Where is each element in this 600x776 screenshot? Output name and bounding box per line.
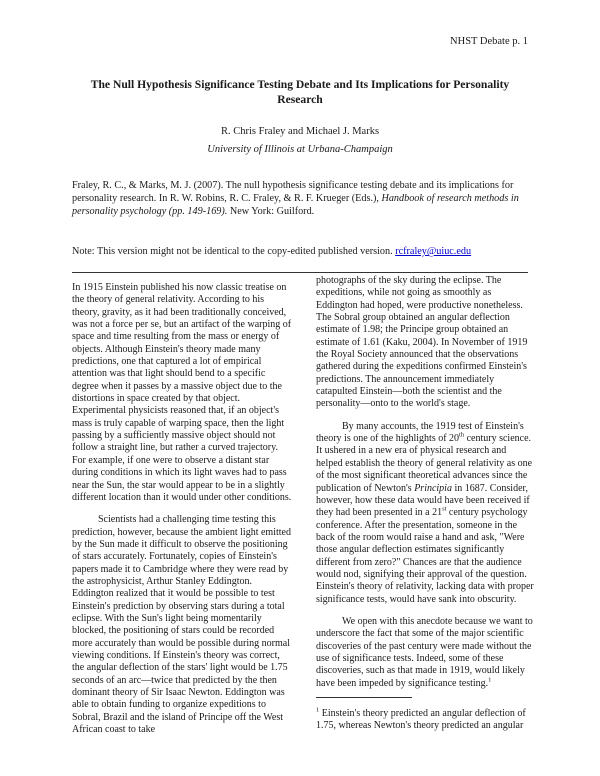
- paragraph: Scientists had a challenging time testing this prediction, however, because the ambient light emitted by the Sun made it difficult to observe the positioning of stars accurately. Fortunately, copies of Einstein's papers made it to Cambridge where they were read by the astrophysicist, Arthur Stanley Eddington. Eddington realized that it would be possible to test Einstein's prediction by observing stars during a total eclipse. With the Sun's light being momentarily blocked, the positioning of stars could be recorded more accurately than would be possible during normal viewing conditions. If Einstein's theory was correct, the angular deflection of the stars' light would be 1.75 seconds of an arc—twice that predicted by the then dominant theory of Sir Isaac Newton. Eddington was able to obtain funding to organize expeditions to Sobral, Brazil and the island of Principe off the West African coast to take: [72, 514, 291, 736]
- paragraph: [316, 616, 534, 690]
- version-note: [72, 246, 471, 257]
- paragraph: [316, 421, 534, 606]
- right-column: [316, 275, 534, 690]
- citation-text: Fraley, R. C., & Marks, M. J. (2007). The null hypothesis significance testing debate and its implications for personality research. In R. W. Robins, R. C. Fraley, & R. F. Krueger (Eds.),: [72, 180, 514, 204]
- paragraph-text: century psychology conference. After the presentation, someone in the back of the room would raise a hand and ask, "Were those angular deflection estimates significantly different from zero?" Chances are that the audience would nod, signifying their approval of the question. Einstein's theory of relativity, lacking data with proper significance tests, would have sank into obscurity.: [316, 507, 534, 605]
- paper-title: The Null Hypothesis Significance Testing Debate and Its Implications for Personality Research: [90, 78, 510, 106]
- paragraph-text: By many accounts, the 1919 test of Einstein's theory is one of the highlights of 20: [316, 420, 524, 445]
- paragraph-text: century science. It ushered in a new era of physical research and helped establish the theory of general relativity as one of the most significant theoretical advances since the publication of Newton's: [316, 433, 533, 494]
- footnote-rule: [316, 697, 412, 698]
- paragraph-text: in 1687. Consider, however, how these data would have been received if they had been presented in a 21: [316, 482, 530, 519]
- paragraph-text: We open with this anecdote because we want to underscore the fact that some of the major scientific discoveries of the past century were made without the use of significance tests. Indeed, some of these discoveries, such as that made in 1919, would likely have been impeded by significance testing.: [316, 615, 533, 689]
- footnote-reference[interactable]: 1: [488, 676, 492, 684]
- author-names: R. Chris Fraley and Michael J. Marks: [220, 126, 380, 137]
- paragraph: photographs of the sky during the eclipse. The expeditions, while not going as smoothly as Eddington had hoped, were productive nonetheless. The Sobral group obtained an angular deflection estimate of 1.98; the Principe group obtained an estimate of 1.61 (Kaku, 2004). In November of 1919 the Royal Society announced that the observations gathered during the expeditions confirmed Einstein's predictions. The announcement immediately catapulted Einstein—both the scientist and the personality—onto to the world's stage.: [316, 275, 528, 410]
- citation-italic: Handbook of research methods in personality psychology (pp. 149-169).: [72, 192, 519, 217]
- section-divider: [72, 272, 528, 273]
- footnote: [316, 708, 534, 733]
- superscript: st: [442, 505, 447, 513]
- contact-email-link[interactable]: rcfraley@uiuc.edu: [395, 246, 472, 257]
- paragraph: In 1915 Einstein published his now classic treatise on the theory of general relativity. According to his theory, gravity, as it had been traditionally conceived, was not a force per se, but an artifact of the warping of space and time resulting from the mass or energy of objects. Although Einstein's theory made many predictions, one that captured a lot of empirical attention was that light should bend to a specific degree when it passes by a massive object due to the distortions in space created by that object. Experimental physicists reasoned that, if an object's mass is truly capable of warping space, then the light passing by a sufficiently massive object should not follow a straight line, but rather a curved trajectory. For example, if one were to observe a distant star during conditions in which its light waves had to pass near the Sun, the star would appear to be in a slightly different location than it would under other conditions.: [72, 282, 292, 503]
- left-column: [72, 282, 292, 736]
- footnote-marker: 1: [316, 706, 320, 714]
- version-note-text: Note: This version might not be identical to the copy-edited published version.: [72, 246, 396, 257]
- footnote-text: Einstein's theory predicted an angular deflection of 1.75, whereas Newton's theory predicted an angular: [316, 708, 526, 732]
- italic-title: Principia: [414, 482, 452, 494]
- running-head: NHST Debate p. 1: [450, 36, 528, 47]
- author-affiliation: University of Illinois at Urbana-Champaign: [207, 144, 393, 155]
- superscript: th: [459, 431, 465, 439]
- citation-publisher: New York: Guilford.: [227, 205, 315, 217]
- citation-block: [72, 180, 534, 218]
